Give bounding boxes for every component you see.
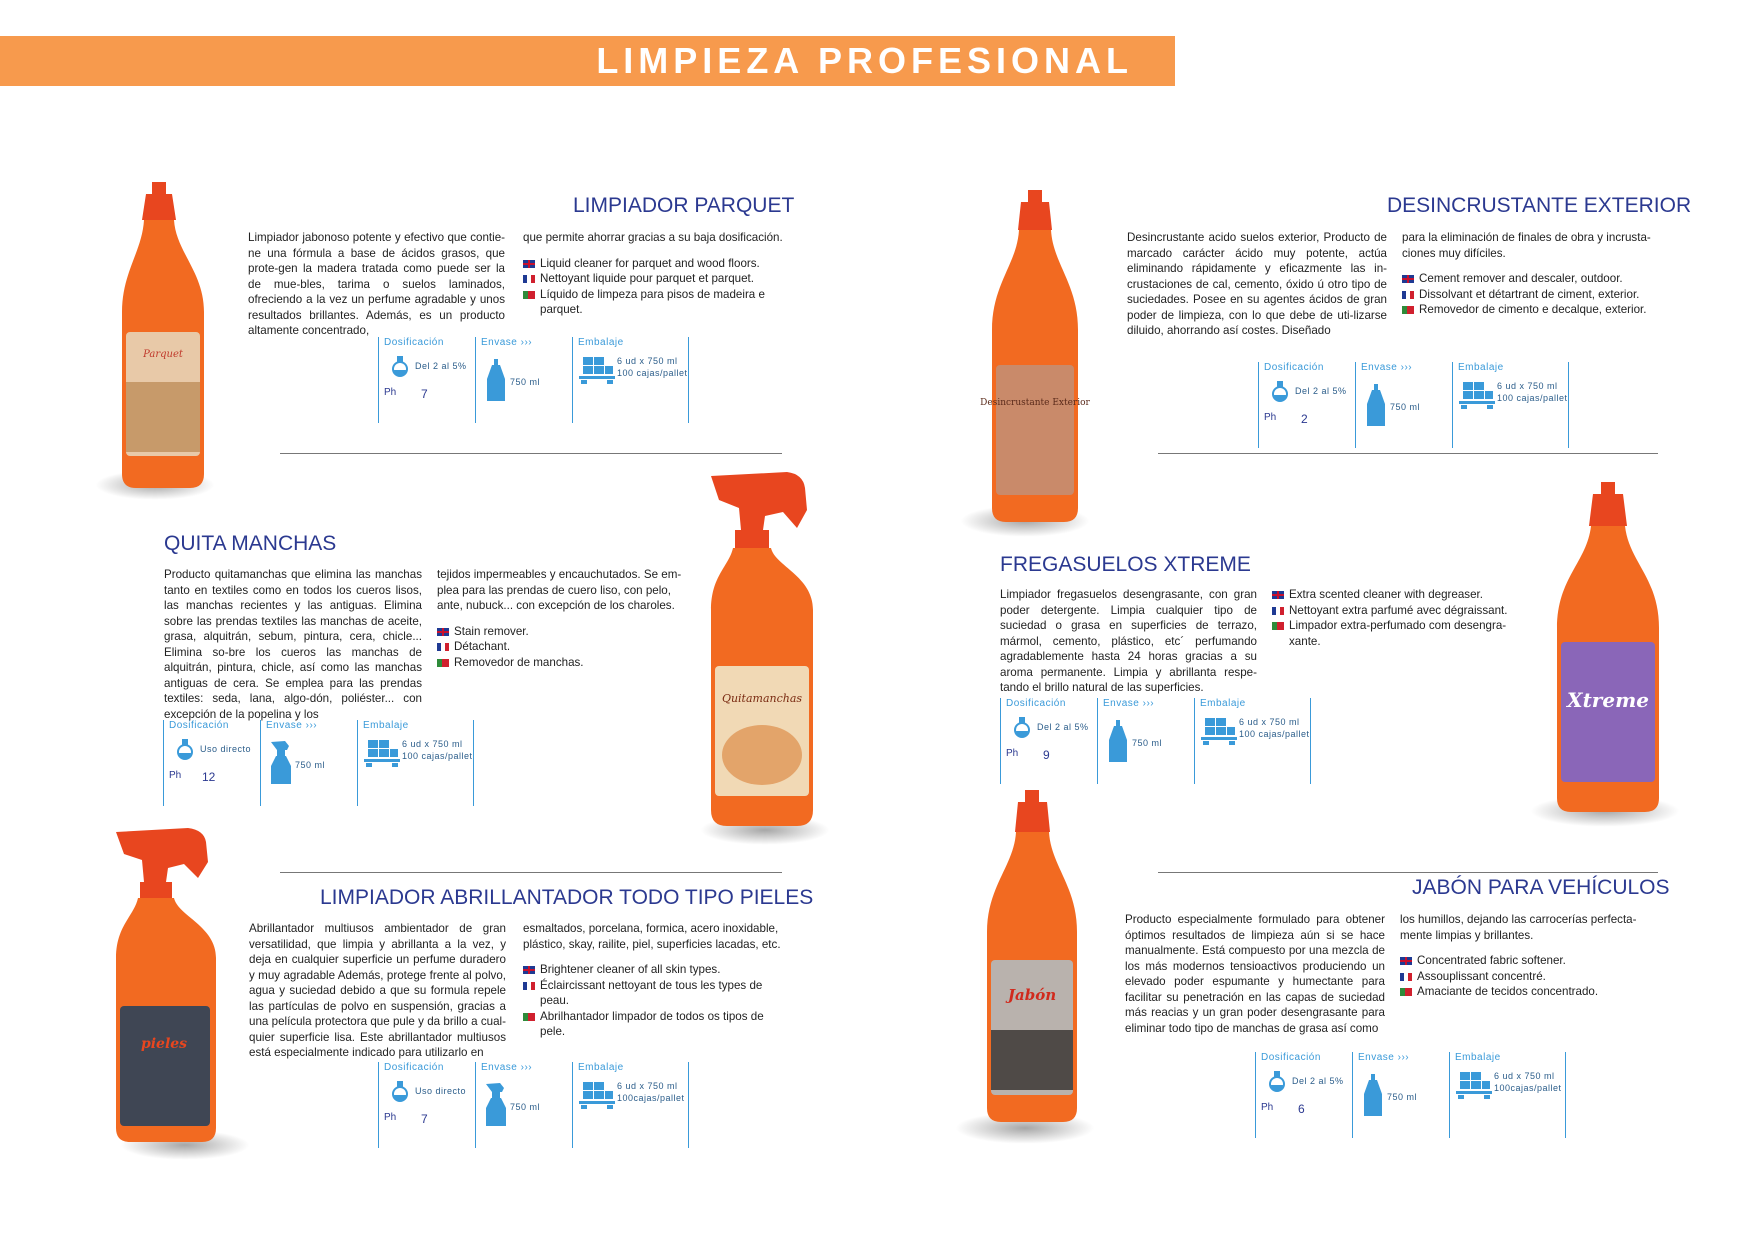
spec-table xyxy=(378,337,689,423)
spec-container xyxy=(475,1062,572,1148)
translation-pt: Removedor de manchas. xyxy=(437,655,695,671)
product-name: JABÓN PARA VEHÍCULOS xyxy=(1412,876,1670,899)
spec-dosing-label: Dosificación xyxy=(169,720,229,731)
packaging-pallet: 100cajas/pallet xyxy=(1494,1083,1562,1093)
ph-value: 9 xyxy=(1043,748,1050,762)
pallet-boxes-icon xyxy=(1456,1070,1492,1100)
product-description-extra xyxy=(1272,587,1530,649)
label-text: Desincrustante Exterior xyxy=(980,398,1090,408)
ph-label: Ph xyxy=(1264,412,1277,423)
cap xyxy=(1589,494,1627,526)
description-continued: para la eliminación de finales de obra y incrusta-ciones muy difíciles. xyxy=(1402,231,1651,260)
portugal-flag-icon xyxy=(1402,306,1414,314)
divider-rule xyxy=(280,453,782,454)
spec-packaging xyxy=(357,720,474,806)
uk-flag-icon xyxy=(437,628,449,636)
flask-icon xyxy=(1266,1070,1288,1092)
product-description: Limpiador jabonoso potente y efectivo que contie-ne una fórmula a base de ácidos grasos, que prote-gen la madera tratada como puede ser la de mue-bles, tarima o suelos laminados, ofreciendo a la vez un perfume agradable y unos resultados brillantes. Además, es un producto altamente concentrado, xyxy=(248,231,505,337)
spec-table xyxy=(163,720,474,806)
translation-fr: Assouplissant concentré. xyxy=(1400,969,1662,985)
translation-en: Concentrated fabric softener. xyxy=(1400,953,1662,969)
spray-bottle-abrillantador-pieles xyxy=(112,826,228,1146)
bottle-icon xyxy=(486,359,506,401)
france-flag-icon xyxy=(1272,607,1284,615)
uk-flag-icon xyxy=(1272,591,1284,599)
flask-icon xyxy=(389,355,411,377)
spray-bottle-quita-manchas xyxy=(705,470,827,830)
bottle-label xyxy=(996,365,1074,495)
ph-label: Ph xyxy=(169,770,182,781)
description-continued: tejidos impermeables y encauchutados. Se em-plea para las prendas de cuero liso, con pelo, ante, nubuck... con excepción de los charoles. xyxy=(437,568,682,612)
translation-pt: Amaciante de tecidos concentrado. xyxy=(1400,984,1662,1000)
spec-packaging-label: Embalaje xyxy=(363,720,409,731)
bottle-jabon-vehiculos xyxy=(985,790,1080,1125)
cap-tip xyxy=(152,182,166,194)
label-text: pieles xyxy=(140,1036,188,1052)
cap xyxy=(142,194,176,220)
spray-bottle-icon xyxy=(484,1082,510,1126)
spec-dosing xyxy=(163,720,260,806)
translations-list xyxy=(1402,271,1664,318)
ph-value: 12 xyxy=(202,770,216,784)
translation-en: Cement remover and descaler, outdoor. xyxy=(1402,271,1664,287)
uk-flag-icon xyxy=(1400,957,1412,965)
bottle-fregasuelos-xtreme xyxy=(1553,482,1663,815)
translations-list xyxy=(523,256,783,318)
divider-rule xyxy=(1158,453,1658,454)
spec-packaging-label: Embalaje xyxy=(1200,698,1246,709)
label-text: Jabón xyxy=(1007,986,1057,1004)
product-name: FREGASUELOS XTREME xyxy=(1000,553,1251,576)
flask-icon xyxy=(1011,716,1033,738)
cap xyxy=(1018,202,1052,230)
uk-flag-icon xyxy=(523,966,535,974)
packaging-units: 6 ud x 750 ml xyxy=(1497,381,1558,391)
container-value: 750 ml xyxy=(1390,402,1421,412)
divider-rule xyxy=(280,872,782,873)
packaging-units: 6 ud x 750 ml xyxy=(617,1081,678,1091)
ph-label: Ph xyxy=(1261,1102,1274,1113)
product-description-extra xyxy=(1400,912,1662,1000)
spec-dosing xyxy=(378,1062,475,1148)
portugal-flag-icon xyxy=(523,291,535,299)
spec-packaging-label: Embalaje xyxy=(1458,362,1504,373)
spec-container-label: Envase ››› xyxy=(266,720,318,731)
spec-dosing xyxy=(378,337,475,423)
bottle-icon xyxy=(1363,1074,1383,1116)
ph-value: 7 xyxy=(421,387,428,401)
france-flag-icon xyxy=(437,643,449,651)
product-description: Producto especialmente formulado para obtener óptimos resultados de limpieza aún si se hace manualmente. Está compuesto por una mezcla de los más modernos tensioactivos produciendo un elevado poder espumante y humectante para facilitar su penetración en las capas de suciedad más reacias y un gran poder desengrasante para eliminar todo tipo de manchas de grasa así como xyxy=(1125,913,1385,1035)
packaging-pallet: 100cajas/pallet xyxy=(617,1093,685,1103)
translation-pt: Abrilhantador limpador de todos os tipos de pele. xyxy=(523,1009,783,1040)
spray-bottle-icon xyxy=(269,740,295,784)
spec-packaging-label: Embalaje xyxy=(578,337,624,348)
bottle-limpiador-parquet xyxy=(118,182,208,492)
spec-dosing-label: Dosificación xyxy=(1261,1052,1321,1063)
container-value: 750 ml xyxy=(510,377,541,387)
flask-icon xyxy=(174,738,196,760)
spec-dosing xyxy=(1000,698,1097,784)
spec-container xyxy=(475,337,572,423)
translation-en: Extra scented cleaner with degreaser. xyxy=(1272,587,1530,603)
spray-trigger xyxy=(711,472,807,530)
spec-container-label: Envase ››› xyxy=(1103,698,1155,709)
spec-packaging-label: Embalaje xyxy=(578,1062,624,1073)
portugal-flag-icon xyxy=(523,1013,535,1021)
dosing-value: Del 2 al 5% xyxy=(1037,722,1089,732)
spec-table xyxy=(1255,1052,1566,1138)
uk-flag-icon xyxy=(1402,275,1414,283)
translation-en: Stain remover. xyxy=(437,624,695,640)
product-name: QUITA MANCHAS xyxy=(164,532,337,555)
bottle-label xyxy=(1561,642,1655,782)
container-value: 750 ml xyxy=(510,1102,541,1112)
flask-icon xyxy=(389,1080,411,1102)
spec-dosing-label: Dosificación xyxy=(384,337,444,348)
divider-rule xyxy=(1158,872,1658,873)
packaging-units: 6 ud x 750 ml xyxy=(402,739,463,749)
packaging-pallet: 100 cajas/pallet xyxy=(1239,729,1310,739)
product-name: DESINCRUSTANTE EXTERIOR xyxy=(1387,194,1692,217)
bottle-label xyxy=(120,1006,210,1126)
translation-fr: Nettoyant extra parfumé avec dégraissant. xyxy=(1272,603,1530,619)
dosing-value: Uso directo xyxy=(415,1086,467,1096)
translations-list xyxy=(523,962,783,1040)
translation-en: Liquid cleaner for parquet and wood floors. xyxy=(523,256,783,272)
spec-container-label: Envase ››› xyxy=(1361,362,1413,373)
dosing-value: Del 2 al 5% xyxy=(415,361,467,371)
pallet-boxes-icon xyxy=(1459,380,1495,410)
spec-packaging xyxy=(1194,698,1311,784)
dosing-value: Del 2 al 5% xyxy=(1295,386,1347,396)
product-description: Desincrustante acido suelos exterior, Producto de marcado carácter ácido muy potente, actúa eliminando rápidamente y eficazmente las in-crustaciones de cal, cemento, óxido ú otro tipo de suciedades. Posee en su agentes ácidos de gran poder de limpieza, con lo que debe de uti-lizarse diluido, ahorrando así costes. Diseñado xyxy=(1127,231,1387,337)
product-description: Limpiador fregasuelos desengrasante, con gran poder detergente. Limpia cualquier tipo de suciedad o grasa en superficies de terrazo, mármol, cemento, plástico, etc´ perfumando agradablemente hasta 24 horas gracias a su aroma permanente. Limpia y abrillanta respe-tando el brillo natural de las superficies. xyxy=(1000,588,1257,694)
dosing-value: Uso directo xyxy=(200,744,252,754)
translation-fr: Nettoyant liquide pour parquet et parquet. xyxy=(523,271,783,287)
spec-dosing-label: Dosificación xyxy=(384,1062,444,1073)
portugal-flag-icon xyxy=(1272,622,1284,630)
spec-packaging xyxy=(572,1062,689,1148)
ph-value: 2 xyxy=(1301,412,1308,426)
portugal-flag-icon xyxy=(437,659,449,667)
spec-container-label: Envase ››› xyxy=(1358,1052,1410,1063)
description-continued: que permite ahorrar gracias a su baja dosificación. xyxy=(523,231,783,244)
spec-table xyxy=(1258,362,1569,448)
packaging-units: 6 ud x 750 ml xyxy=(1239,717,1300,727)
header-band xyxy=(0,36,1175,86)
portugal-flag-icon xyxy=(1400,988,1412,996)
spec-packaging-label: Embalaje xyxy=(1455,1052,1501,1063)
spec-dosing-label: Dosificación xyxy=(1006,698,1066,709)
page-title: LIMPIEZA PROFESIONAL xyxy=(596,40,1133,81)
packaging-pallet: 100 cajas/pallet xyxy=(617,368,688,378)
description-continued: esmaltados, porcelana, formica, acero inoxidable, plástico, skay, railite, piel, superficies lacadas, etc. xyxy=(523,922,781,951)
pallet-boxes-icon xyxy=(579,355,615,385)
product-name: LIMPIADOR PARQUET xyxy=(573,194,795,217)
product-name: LIMPIADOR ABRILLANTADOR TODO TIPO PIELES xyxy=(320,886,814,909)
label-text: Parquet xyxy=(143,349,183,360)
spec-packaging xyxy=(1449,1052,1566,1138)
pallet-boxes-icon xyxy=(1201,716,1237,746)
pallet-boxes-icon xyxy=(579,1080,615,1110)
ph-label: Ph xyxy=(1006,748,1019,759)
ph-value: 7 xyxy=(421,1112,428,1126)
translation-pt: Removedor de cimento e decalque, exterior. xyxy=(1402,302,1664,318)
flask-icon xyxy=(1269,380,1291,402)
spec-table xyxy=(378,1062,689,1148)
packaging-units: 6 ud x 750 ml xyxy=(1494,1071,1555,1081)
translation-fr: Éclaircissant nettoyant de tous les types de peau. xyxy=(523,978,783,1009)
translations-list xyxy=(1400,953,1662,1000)
bottle-icon xyxy=(1108,720,1128,762)
container-value: 750 ml xyxy=(295,760,326,770)
france-flag-icon xyxy=(523,275,535,283)
france-flag-icon xyxy=(1402,291,1414,299)
packaging-pallet: 100 cajas/pallet xyxy=(1497,393,1568,403)
product-description-extra xyxy=(523,230,783,318)
translations-list xyxy=(437,624,695,671)
pallet-boxes-icon xyxy=(364,738,400,768)
spec-dosing-label: Dosificación xyxy=(1264,362,1324,373)
france-flag-icon xyxy=(523,982,535,990)
translation-fr: Dissolvant et détartrant de ciment, exterior. xyxy=(1402,287,1664,303)
translation-pt: Limpador extra-perfumado com desengra-xante. xyxy=(1272,618,1530,649)
bottle-desincrustante-exterior xyxy=(980,190,1090,525)
translation-pt: Líquido de limpeza para pisos de madeira e parquet. xyxy=(523,287,783,318)
label-text: Xtreme xyxy=(1567,688,1649,712)
spray-trigger xyxy=(116,828,208,882)
ph-value: 6 xyxy=(1298,1102,1305,1116)
packaging-pallet: 100 cajas/pallet xyxy=(402,751,473,761)
ph-label: Ph xyxy=(384,1112,397,1123)
spec-container-label: Envase ››› xyxy=(481,337,533,348)
spec-container-label: Envase ››› xyxy=(481,1062,533,1073)
spec-packaging xyxy=(1452,362,1569,448)
product-description-extra xyxy=(437,567,695,670)
cap xyxy=(1015,802,1050,832)
spec-dosing xyxy=(1255,1052,1352,1138)
product-description: Abrillantador multiusos ambientador de gran versatilidad, que limpia y abrillanta a la vez, y deja en cualquier superficie un perfume duradero y muy agradable Además, protege frente al polvo, agua y suciedad debido a que su formula repele las partículas de polvo en suspensión, gracias a una película protectora que pule y da brillo a cual-quier superficie lisa. Este abrillantador multiusos está especialmente indicado para utilizarlo en xyxy=(249,922,506,1059)
bottle-icon xyxy=(1366,384,1386,426)
product-description: Producto quitamanchas que elimina las manchas tanto en textiles como en todos los cueros lisos, las manchas recientes y las antiguas. Elimina sobre las prendas textiles las manchas de aceite, grasa, alquitrán, sebum, pintura, cera, chicle... Elimina so-bre los cueros las manchas de alquitrán, pintura, chicle, así como las manchas antiguas de cera. Se emplea para las prendas textiles: seda, lana, algo-dón, poliéster... con excepción de la popelina y los xyxy=(164,568,422,721)
spec-container xyxy=(260,720,357,806)
translations-list xyxy=(1272,587,1530,649)
translation-en: Brightener cleaner of all skin types. xyxy=(523,962,783,978)
container-value: 750 ml xyxy=(1132,738,1163,748)
dosing-value: Del 2 al 5% xyxy=(1292,1076,1344,1086)
container-value: 750 ml xyxy=(1387,1092,1418,1102)
spec-container xyxy=(1355,362,1452,448)
product-description-extra xyxy=(1402,230,1664,318)
france-flag-icon xyxy=(1400,973,1412,981)
spec-packaging xyxy=(572,337,689,423)
label-text: Quitamanchas xyxy=(721,692,803,705)
uk-flag-icon xyxy=(523,260,535,268)
spec-container xyxy=(1352,1052,1449,1138)
spec-dosing xyxy=(1258,362,1355,448)
product-description-extra xyxy=(523,921,783,1040)
description-continued: los humillos, dejando las carrocerías perfecta-mente limpias y brillantes. xyxy=(1400,913,1637,942)
spec-table xyxy=(1000,698,1311,784)
ph-label: Ph xyxy=(384,387,397,398)
packaging-units: 6 ud x 750 ml xyxy=(617,356,678,366)
translation-fr: Détachant. xyxy=(437,639,695,655)
spec-container xyxy=(1097,698,1194,784)
